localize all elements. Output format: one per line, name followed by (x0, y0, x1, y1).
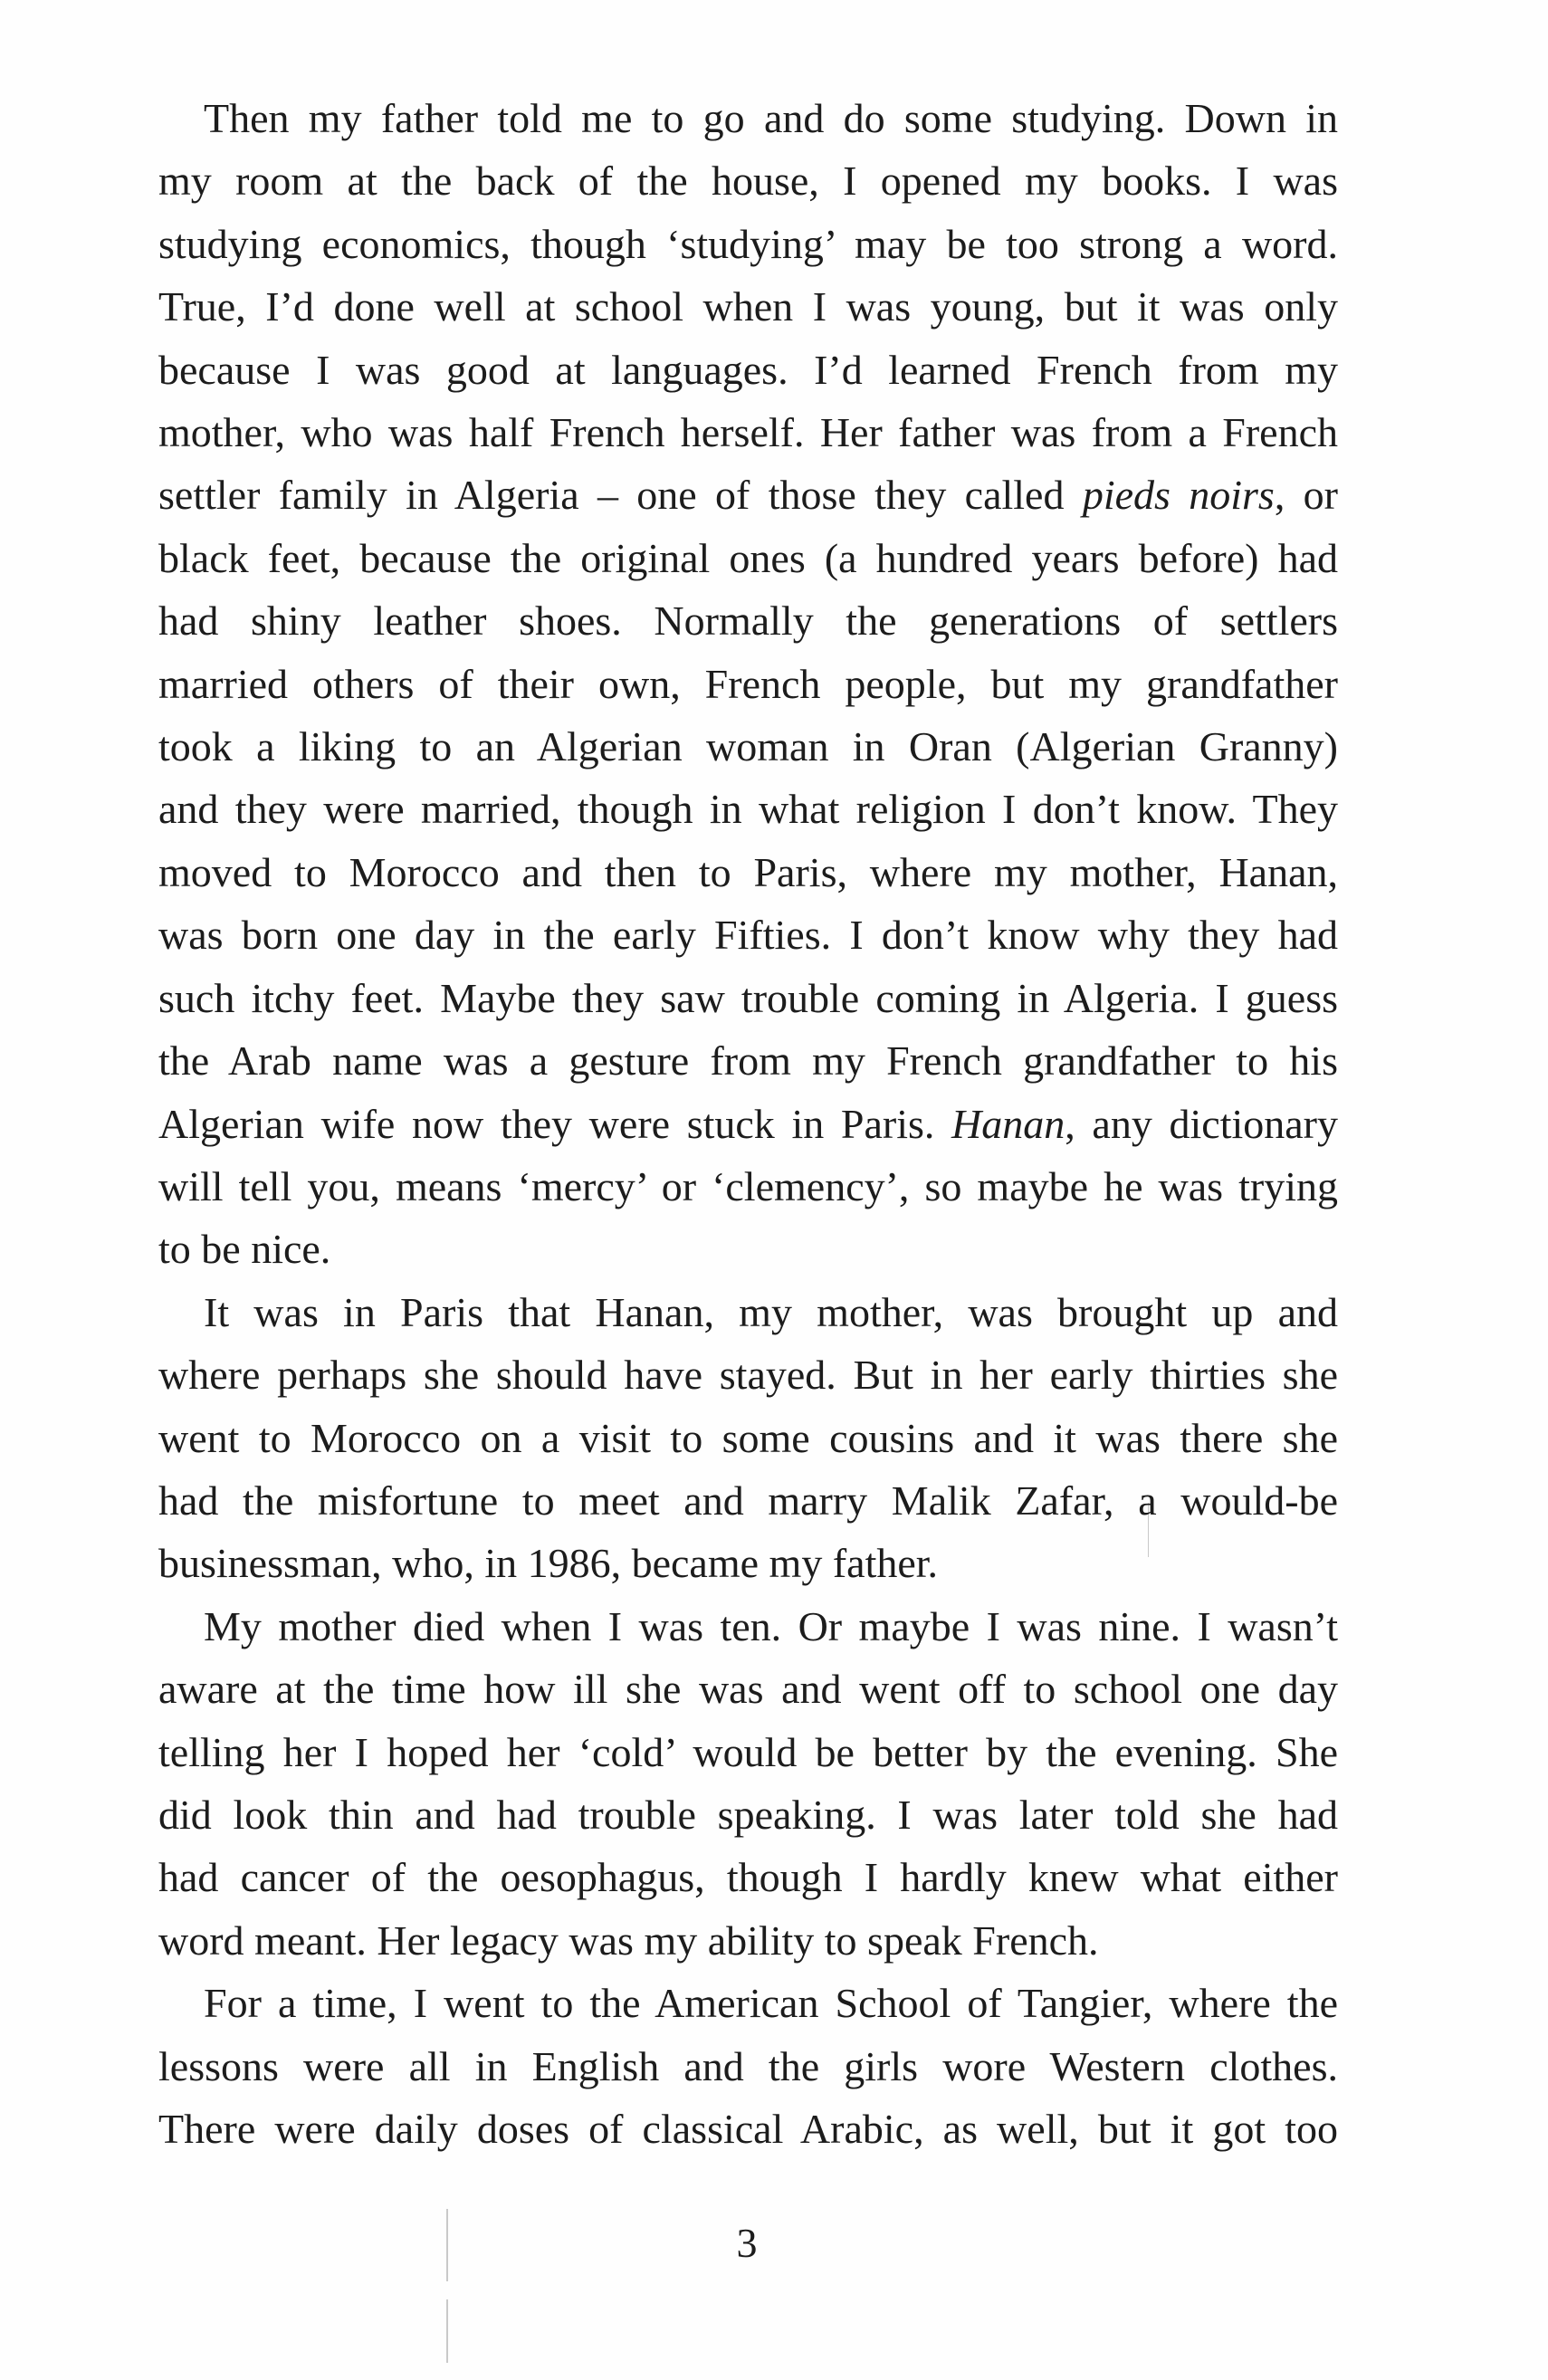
text-line: had cancer of the oesophagus, though I hardly knew what either (158, 1854, 1338, 1901)
italic-term: Hanan (951, 1100, 1065, 1147)
text-line: had shiny leather shoes. Normally the generations of settlers (158, 597, 1338, 645)
text-line: studying economics, though ‘studying’ may be too strong a word. (158, 220, 1338, 267)
text-line: lessons were all in English and the girls wore Western clothes. (158, 2042, 1338, 2089)
text-line: because I was good at languages. I’d learned French from my (158, 346, 1338, 393)
scan-speck-line (446, 2299, 448, 2363)
paragraph (158, 1595, 1338, 1972)
text-line: businessman, who, in 1986, became my father. (158, 1540, 939, 1587)
text-segment: Algerian wife now they were stuck in Paris. (158, 1100, 952, 1147)
text-segment: , any dictionary (1065, 1100, 1338, 1147)
body-text (158, 87, 1338, 2160)
paragraph (158, 1281, 1338, 1595)
text-line: did look thin and had trouble speaking. I was later told she had (158, 1791, 1338, 1838)
text-line: My mother died when I was ten. Or maybe I was nine. I wasn’t (204, 1602, 1338, 1649)
text-line (158, 464, 1338, 526)
text-line (158, 1093, 1338, 1155)
text-line: For a time, I went to the American School of Tangier, where the (204, 1980, 1338, 2027)
text-line: had the misfortune to meet and marry Malik Zafar, a would-be (158, 1477, 1338, 1524)
text-line: moved to Morocco and then to Paris, where my mother, Hanan, (158, 848, 1338, 895)
text-line: True, I’d done well at school when I was young, but it was only (158, 283, 1338, 330)
text-line: mother, who was half French herself. Her father was from a French (158, 409, 1338, 456)
text-line: where perhaps she should have stayed. But in her early thirties she (158, 1352, 1338, 1399)
text-segment: , or (1274, 472, 1338, 519)
italic-term: pieds noirs (1082, 472, 1275, 519)
text-line: such itchy feet. Maybe they saw trouble coming in Algeria. I guess (158, 974, 1338, 1021)
text-line: to be nice. (158, 1226, 331, 1273)
text-line: aware at the time how ill she was and went off to school one day (158, 1666, 1338, 1713)
text-line: will tell you, means ‘mercy’ or ‘clemency’, so maybe he was trying (158, 1162, 1338, 1209)
text-line: telling her I hoped her ‘cold’ would be better by the evening. She (158, 1728, 1338, 1775)
text-line: There were daily doses of classical Arabic, as well, but it got too (158, 2106, 1338, 2152)
text-line: Then my father told me to go and do some studying. Down in (204, 95, 1338, 141)
text-line: took a liking to an Algerian woman in Oran (Algerian Granny) (158, 723, 1338, 770)
text-line: went to Morocco on a visit to some cousins and it was there she (158, 1414, 1338, 1461)
page-number: 3 (736, 2220, 758, 2266)
text-line: word meant. Her legacy was my ability to speak French. (158, 1916, 1099, 1964)
text-line: black feet, because the original ones (a hundred years before) had (158, 534, 1338, 581)
text-line: It was in Paris that Hanan, my mother, was brought up and (204, 1288, 1338, 1335)
paragraph (158, 87, 1338, 1281)
text-segment: settler family in Algeria – one of those they called (158, 472, 1083, 519)
text-line: the Arab name was a gesture from my French grandfather to his (158, 1037, 1338, 1085)
paragraph (158, 1972, 1338, 2160)
text-line: was born one day in the early Fifties. I don’t know why they had (158, 912, 1338, 959)
text-line: and they were married, though in what religion I don’t know. They (158, 786, 1338, 833)
text-line: married others of their own, French people, but my grandfather (158, 660, 1338, 707)
text-line: my room at the back of the house, I opened my books. I was (158, 158, 1338, 205)
